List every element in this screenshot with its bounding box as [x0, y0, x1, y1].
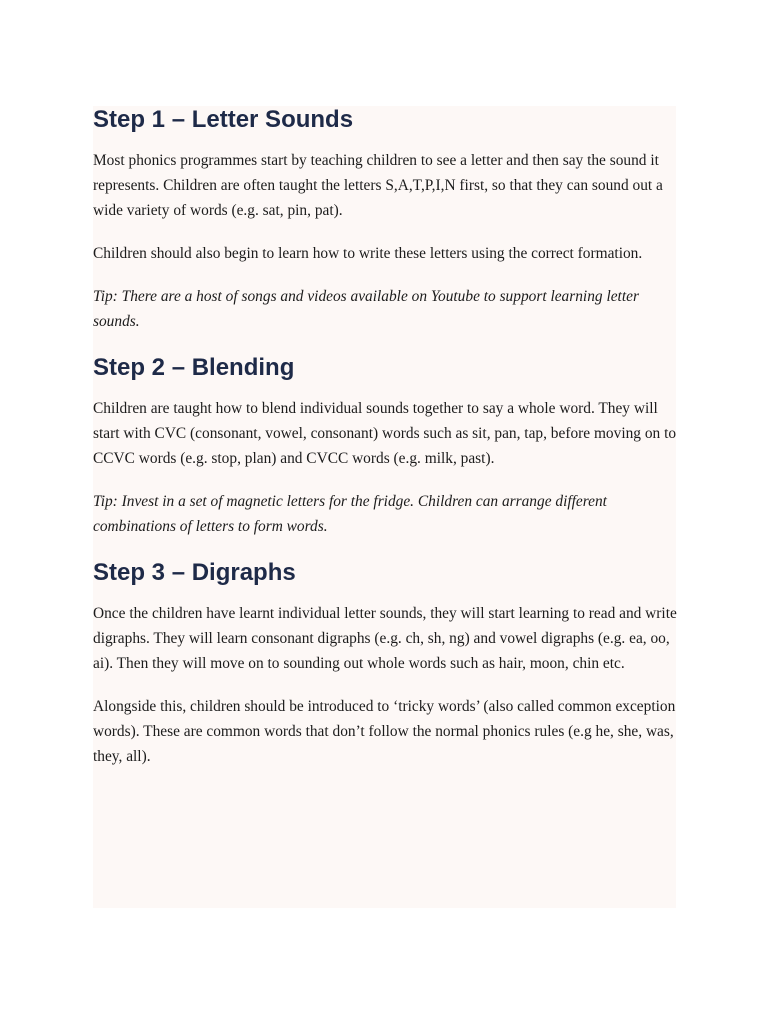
tip-text: Tip: There are a host of songs and videos available on Youtube to support learning letter sounds.: [93, 288, 639, 330]
section-step-3: [93, 553, 683, 769]
paragraph: Children should also begin to learn how to write these letters using the correct formation.: [93, 245, 643, 262]
section-step-1: [93, 100, 683, 334]
paragraph: Most phonics programmes start by teaching children to see a letter and then say the sound it represents. Children are often taught the letters S,A,T,P,I,N first, so that they can sound out a wide variety of words (e.g. sat, pin, pat).: [93, 152, 663, 219]
paragraph: Children are taught how to blend individual sounds together to say a whole word. They will start with CVC (consonant, vowel, consonant) words such as sit, pan, tap, before moving on to CCVC words (e.g. stop, plan) and CVCC words (e.g. milk, past).: [93, 400, 677, 467]
section-heading: Step 1 – Letter Sounds: [93, 106, 354, 133]
paragraph: Alongside this, children should be introduced to ‘tricky words’ (also called common exception words). These are common words that don’t follow the normal phonics rules (e.g he, she, was, they, all).: [93, 698, 676, 765]
section-step-2: [93, 348, 683, 539]
tip-text: Tip: Invest in a set of magnetic letters for the fridge. Children can arrange different combinations of letters to form words.: [93, 493, 607, 535]
section-heading: Step 3 – Digraphs: [93, 559, 296, 586]
document-content: [93, 100, 683, 787]
section-heading: Step 2 – Blending: [93, 354, 295, 381]
paragraph: Once the children have learnt individual letter sounds, they will start learning to read and write digraphs. They will learn consonant digraphs (e.g. ch, sh, ng) and vowel digraphs (e.g. ea, oo, ai). Then they will move on to sounding out whole words such as hair, moon, chin etc.: [93, 605, 677, 672]
